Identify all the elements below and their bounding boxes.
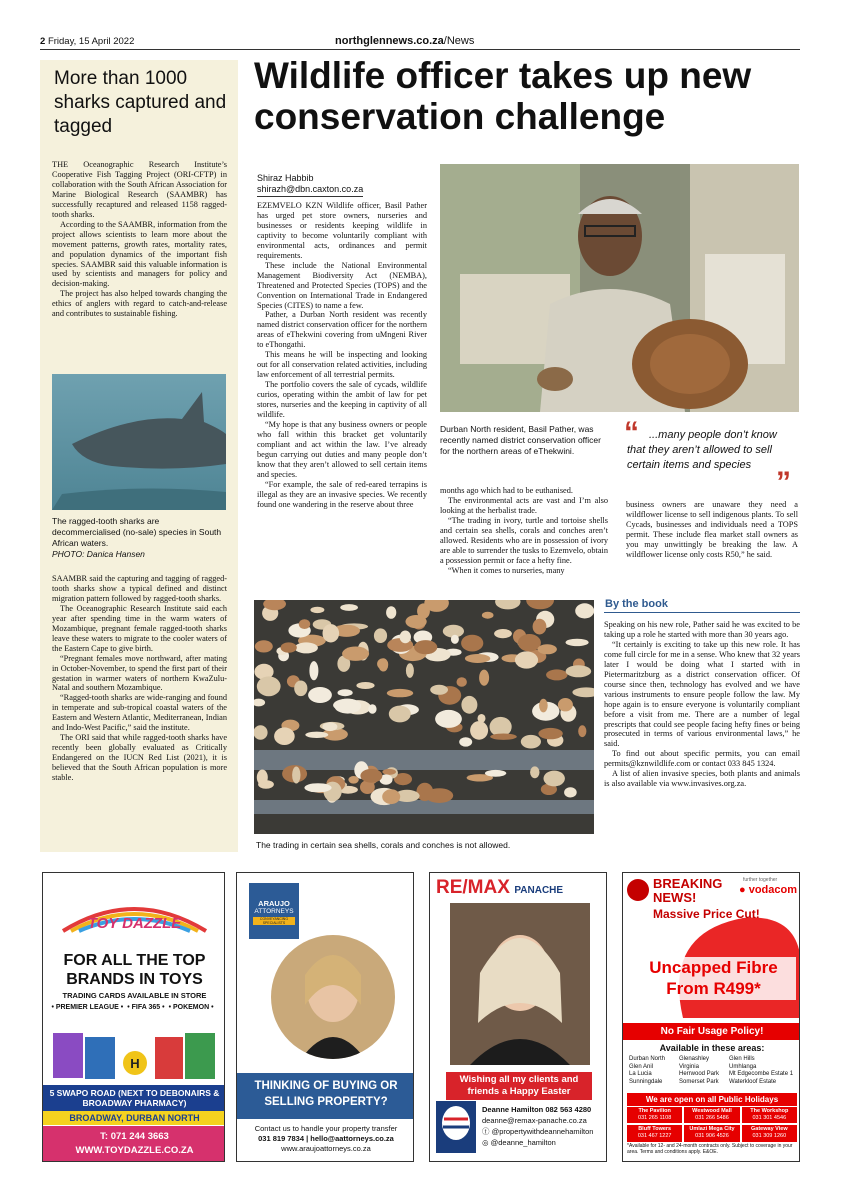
shell-shape [515,651,538,668]
store-item [684,1107,739,1123]
vodacom-stores [627,1107,797,1142]
shell-shape [333,699,361,712]
facebook-icon: ⓕ [482,1126,490,1136]
shark-caption [52,516,228,560]
area-item: Mt Edgecombe Estate 1 [729,1071,794,1077]
araujo-portrait [271,935,395,1059]
shell-shape [389,706,411,723]
ad-araujo-attorneys[interactable] [236,872,414,1162]
shell-shape [255,640,273,652]
open-quote-icon: “ [624,416,639,449]
shark-photo-credit: PHOTO: Danica Hansen [52,549,145,560]
shell-shape [566,665,592,677]
shell-shape [377,658,388,669]
shell-shape [459,737,472,746]
subhead-by-the-book: By the book [604,598,800,613]
toy-dazzle-logo [53,893,216,933]
remax-portrait [450,903,590,1065]
shell-shape [340,604,358,611]
shell-shape [274,727,295,745]
shell-shape [473,732,482,738]
shell-shape [338,689,353,696]
close-quote-icon: ” [776,466,791,499]
paragraph: SAAMBR said the capturing and tagging of ragged-tooth sharks show a typical defined and distinct migration pattern followed by ragged-tooth sharks. [52,574,227,603]
paragraph: The environmental acts are vast and I’m also looking at the herbalist trade. [440,495,608,515]
article-column-1 [257,201,427,510]
remax-logo [436,877,563,899]
article-column-4 [604,620,800,789]
paragraph: “The trading in ivory, turtle and tortoise shells and certain sea shells, corals and conches aren’t allowed. Residents who are in possession of ivory are able to surrender the tusks to Ezemvelo, obtain a possession permit or face a hefty fine. [440,515,608,565]
toy-area: BROADWAY, DURBAN NORTH [43,1111,225,1125]
page-number: 2 [40,36,46,47]
shell-shape [382,789,400,804]
shell-shape [539,699,548,713]
article-column-3 [626,500,798,560]
shells-photo [254,600,594,834]
paragraph: “Pregnant females move northward, after mating in October-November, to spend the first part of their gestation in warmer waters of northern KwaZulu-Natal and southern Mozambique. [52,653,227,693]
section-name: /News [443,35,475,47]
store-name: The Workshop [750,1108,789,1114]
shell-shape [368,704,376,714]
shell-shape [479,670,489,686]
remax-email[interactable]: deanne@remax-panache.co.za [482,1115,587,1125]
area-item: La Lucia [629,1071,652,1077]
store-name: Bluff Towers [638,1126,672,1133]
store-item [742,1107,797,1123]
shell-shape [406,615,427,628]
vodacom-price-cut: Massive Price Cut! [653,907,760,921]
remax-instagram[interactable]: @deanne_hamilton [490,1137,556,1147]
araujo-logo-name: ARAUJO [258,899,290,908]
article-headline: Wildlife officer takes up new conservation challenge [254,55,752,137]
paragraph: “My hope is that any business owners or people who fall within this bracket get voluntarily compliant and act within the law. I’ve already begun carrying out duties and many people don’t know that they aren’t allowed to sell certain items and species. [257,419,427,479]
sidebar-title: More than 1000 sharks captured and tagged [54,68,227,137]
shell-shape [538,728,562,739]
remax-agent[interactable]: Deanne Hamilton 082 563 4280 [482,1105,592,1114]
instagram-icon: ◎ [482,1137,489,1147]
shell-shape [323,624,340,642]
store-name: Umlazi Mega City [689,1126,735,1133]
area-item: Virginia [679,1063,699,1070]
shell-shape [400,631,411,644]
area-item: Glen Anil [629,1063,654,1070]
ad-remax-panache[interactable] [429,872,607,1162]
vodacom-fine-print: *Available for 12- and 24-month contracts only. Subject to coverage in your area. Terms and conditions apply. E&OE. [627,1143,793,1156]
area-item: Umhlanga [729,1063,757,1070]
shell-shape [521,735,541,749]
site-url: northglennews.co.za [335,35,444,47]
shell-shape [564,787,577,797]
shells-caption: The trading in certain sea shells, corals and conches is not allowed. [256,840,511,850]
paragraph: This means he will be inspecting and looking out for all conservation related activities, including law enforcement of all terrestrial permits. [257,350,427,380]
vodacom-areas-title: Available in these areas: [659,1043,765,1053]
shell-shape [461,696,477,714]
remax-brand: RE/MAX [436,877,510,898]
shell-shape [310,607,324,613]
store-phone[interactable]: 031 301 4546 [752,1115,787,1122]
remax-contact [482,1105,604,1149]
toy-headline [43,951,225,989]
sidebar-box [40,60,238,852]
area-item: Glenashley [679,1056,710,1062]
pull-quote-text: ...many people don’t know that they aren’t allowed to sell certain items and species [627,429,777,471]
area-item: Sunningdale [629,1078,663,1085]
news-globe-icon [627,879,649,901]
store-phone[interactable]: 031 309 1260 [752,1133,787,1140]
shark-caption-text: The ragged-tooth sharks are decommercialised (no-sale) species in South African waters. [52,516,222,549]
shell-shape [309,661,318,680]
toy-line3: TRADING CARDS AVAILABLE IN STORE [62,991,207,1000]
vodacom-fibre-offer: Uncapped Fibre From R499* [631,957,796,1000]
area-item: Herrwood Park [679,1071,720,1077]
store-item [627,1125,682,1141]
store-name: Westwood Mall [692,1108,732,1114]
shell-shape [575,603,594,618]
shell-shape [558,698,573,711]
paragraph: THE Oceanographic Research Institute’s Cooperative Fish Tagging Project (ORI-CFTP) in collaboration with the South African Association for Marine Biological Research (SAAMBR) has successfully recaptured and released 1158 ragged-tooth sharks. [52,160,227,219]
araujo-phone[interactable]: 031 819 7834 | hello@aattorneys.co.za [258,1134,394,1144]
araujo-contact [237,1124,414,1154]
sidebar-text-2 [52,574,227,783]
paragraph: “For example, the sale of red-eared terrapins is illegal as they are an invasive species. We recently found one wandering in the reserve about three [257,479,427,509]
paragraph: The Oceanographic Research Institute said each year after spending time in the warm waters of Mozambique, pregnant female ragged-tooth sharks leave these waters to migrate to the cooler waters of the Eastern Cape to give birth. [52,603,227,653]
araujo-headline: THINKING OF BUYING OR SELLING PROPERTY? [237,1073,414,1119]
shell-shape [254,725,268,740]
shell-shape [430,685,448,695]
sidebar-text-1 [52,160,227,319]
vodacom-logo-icon: ● [739,884,746,896]
paragraph: months ago which had to be euthanised. [440,486,573,495]
svg-text:H: H [130,1056,140,1071]
vodacom-logo [739,884,797,896]
shell-shape [360,769,382,783]
store-phone[interactable]: 031 467 1227 [637,1133,672,1140]
shell-shape [356,682,374,689]
paragraph: The portfolio covers the sale of cycads, wildlife curios, operating within the ambit of law for pet stores, nurseries and the keeping in captivity of all wildlife. [257,380,427,420]
shell-shape [566,639,589,646]
store-phone[interactable]: 031 906 4526 [695,1133,729,1140]
article-column-2 [440,486,608,576]
araujo-logo [249,883,299,939]
toy-website[interactable]: WWW.TOYDAZZLE.CO.ZA [75,1145,194,1157]
shell-shape [451,635,459,644]
shell-shape [387,689,413,697]
paragraph: These include the National Environmental Management Biodiversity Act (NEMBA), Threatened and Protected Species (TOPS) and the Convention on International Trade in Endangered Species (CITES) to name a few. [257,260,427,310]
shell-shape [485,770,506,777]
shell-shape [533,619,547,635]
site-name [335,35,474,47]
ad-vodacom-fibre[interactable] [622,872,800,1162]
store-item [627,1107,682,1123]
area-item: Waterkloof Estate [729,1078,777,1085]
paragraph: Pather, a Durban North resident was recently named district conservation officer for the northern areas of eThekwini covering from uMngeni River to eThongathi. [257,310,427,350]
vodacom-policy: No Fair Usage Policy! [623,1023,800,1040]
page-date: Friday, 15 April 2022 [47,36,135,47]
shell-shape [530,766,539,778]
shell-shape [322,722,337,731]
remax-balloon-icon [436,1101,476,1153]
shell-shape [406,663,414,678]
shell-shape [578,725,586,737]
vodacom-holidays: We are open on all Public Holidays [627,1093,797,1106]
vodacom-brand: vodacom [748,884,798,896]
paragraph: business owners are unaware they need a wildflower license to sell indigenous plants. To sell Cycads, businesses and individuals need a TOPS permit. These include flea market stall owners as you may unwittingly be breaking the law. A wildflower license only costs R50,” he said. [626,500,798,559]
store-phone[interactable]: 031 265 1108 [638,1115,672,1122]
shell-shape [465,654,490,663]
shell-shape [292,767,300,784]
area-item: Durban North [629,1056,666,1062]
shell-shape [544,771,565,787]
paragraph: The project has also helped towards changing the ethics of anglers with regard to catch-and-release and contributes to sustainable fishing. [52,289,227,319]
shell-shape [382,769,396,775]
shell-shape [308,687,332,703]
paragraph: A list of alien invasive species, both plants and animals is also available via www.invasives.org.za. [604,769,800,789]
author-name: Shiraz Habbib [257,173,314,183]
shell-shape [414,640,437,654]
pull-quote [624,416,799,499]
shell-shape [490,734,517,740]
shell-shape [435,710,462,728]
shell-shape [461,635,483,652]
shell-shape [257,676,281,696]
paragraph: To find out about specific permits, you can email permits@kznwildlife.com or contact 033 845 1324. [604,749,800,769]
vodacom-top [623,873,800,1018]
shell-shape [304,783,331,792]
toy-brand-list [43,1003,225,1014]
shell-shape [546,669,567,680]
toy-products-image [51,1023,218,1083]
paragraph: Speaking on his new role, Pather said he was excited to be taking up a role he started with more than 30 years ago. [604,620,800,639]
shell-shape [416,783,433,801]
shell-shape [374,628,387,643]
officer-photo [440,164,799,412]
toy-brand-item: • FIFA 365 • [127,1004,165,1011]
toy-contact [43,1126,225,1162]
ad-toy-dazzle[interactable] [42,872,225,1162]
araujo-logo-tag: CONVEYANCING SPECIALISTS [253,917,295,925]
toy-line1: FOR ALL THE TOP [63,952,206,969]
araujo-website[interactable]: www.araujoattorneys.co.za [281,1144,371,1154]
officer-photo-caption: Durban North resident, Basil Pather, was recently named district conservation officer for the northern areas of eThekwini. [440,424,601,457]
author-email[interactable]: shirazh@dbn.caxton.co.za [257,184,363,196]
paragraph: “Ragged-tooth sharks are wide-ranging and found in temperate and sub-tropical coastal waters of the Eastern and Western Atlantic, Mediterranean, Indian and Indo-West Pacific,” said the institute. [52,693,227,733]
shell-shape [482,612,494,619]
shell-shape [457,677,467,687]
vodacom-tagline: further together [743,877,778,883]
toy-address: 5 SWAPO ROAD (NEXT TO DEBONAIRS & BROADWAY PHARMACY) [43,1085,225,1111]
shell-shape [386,606,396,619]
shell-shape [299,619,310,629]
shark-photo [52,374,226,510]
shell-shape [294,681,307,697]
araujo-logo-attorneys: ATTORNEYS [254,908,294,915]
shell-shape [305,732,328,738]
store-item [742,1125,797,1141]
toy-phone[interactable]: T: 071 244 3663 [100,1131,169,1142]
remax-panache: PANACHE [514,885,564,896]
byline [257,173,363,197]
toy-brand-item: • POKEMON • [168,1004,214,1011]
shell-shape [342,647,369,661]
vodacom-areas-list [629,1056,799,1086]
shell-shape [281,642,297,652]
area-item: Somerset Park [679,1078,719,1085]
vodacom-breaking: BREAKING NEWS! [653,876,723,905]
paragraph: EZEMVELO KZN Wildlife officer, Basil Pather has urged pet store owners, nurseries and businesses or residents keeping wildlife in captivity to become voluntarily compliant with environmental acts, ordinances and permit requirements. [257,201,427,260]
store-phone[interactable]: 031 266 5486 [695,1115,729,1122]
shell-shape [494,629,512,638]
shell-shape [295,642,318,653]
toy-line2: BRANDS IN TOYS [66,971,203,989]
store-item [684,1125,739,1141]
page-header [40,36,800,50]
store-name: Gateway View [751,1126,788,1133]
area-item: Glen Hills [729,1056,755,1062]
shell-shape [258,780,274,789]
shell-shape [348,776,358,784]
paragraph: “When it comes to nurseries, many [448,565,565,575]
araujo-contact-text: Contact us to handle your property transfer [254,1124,398,1133]
shell-shape [478,714,486,723]
remax-facebook[interactable]: @propertywithdeannehamilton [491,1126,594,1136]
toy-dazzle-name: TOY DAZZLE [87,915,182,932]
shell-shape [538,644,557,654]
paragraph: “It certainly is exciting to take up this new role. It has come full circle for me in a sense. Who knew that 32 years later I would be doing what I started with in Pietermaritzburg as a district conservation officer. Of course since then, technology has evolved and we have various instruments to ensure people follow the law. My hope again is to ensure everyone is voluntarily compliant before a visit from me. There are a number of legal prescripts that could see people facing hefty fines or being prosecuted in terms of various environmental laws,” he said. [604,639,800,749]
store-name: The Pavilion [638,1108,671,1114]
paragraph: According to the SAAMBR, information from the project allows scientists to learn more about the movement patterns, growth rates, mortality rates, and population dynamics of the important fish species. SAAMBR said this valuable information is used by scientists and managers for policy and decision-making. [52,219,227,289]
paragraph: The ORI said that while ragged-tooth sharks have recently been globally evaluated as Critically Endangered on the IUCN Red List (2021), it is believed that the South African population is more stable. [52,733,227,783]
shell-shape [518,634,541,652]
toy-brand-item: • PREMIER LEAGUE • [51,1004,124,1011]
remax-easter-message: Wishing all my clients and friends a Happy Easter [446,1072,592,1100]
